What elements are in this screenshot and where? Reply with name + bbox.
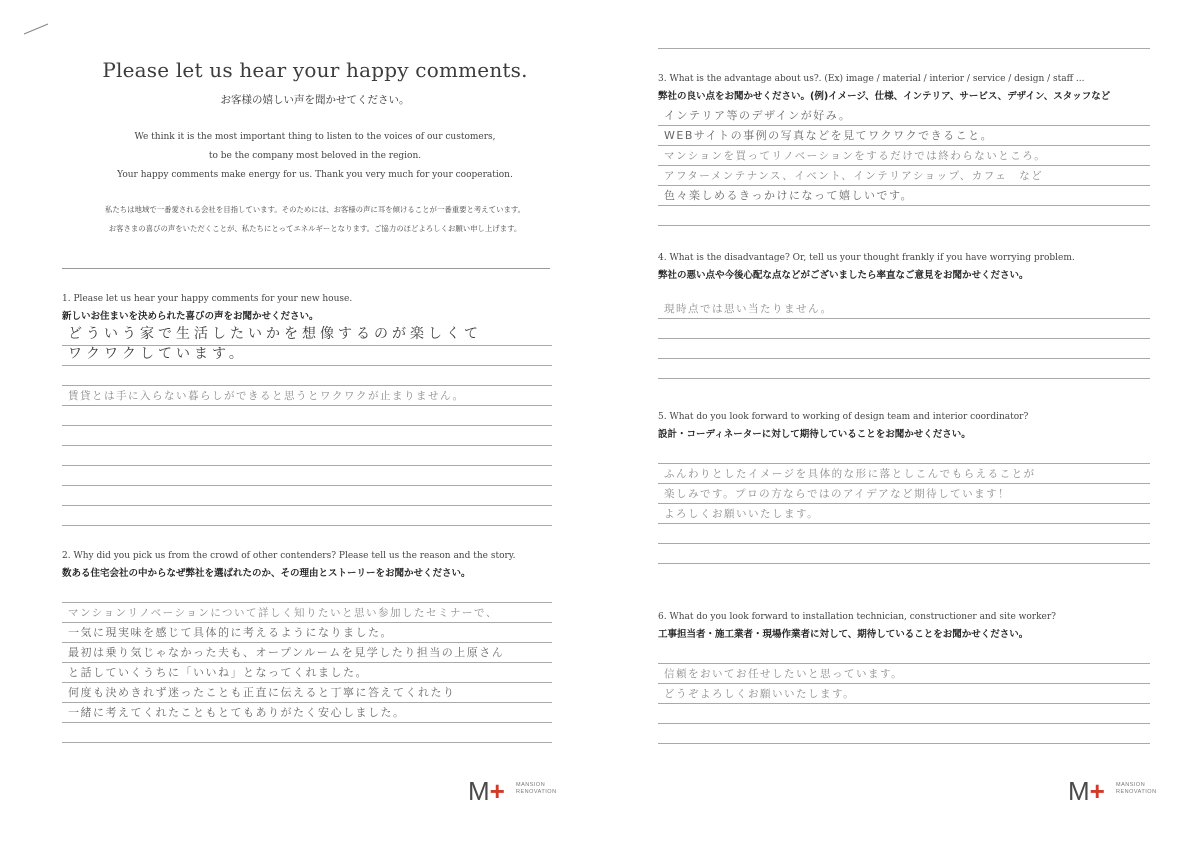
question-2-en: 2. Why did you pick us from the crowd of other contenders? Please tell us the reason and the story. xyxy=(62,551,516,561)
answer-line xyxy=(62,426,552,446)
answer-line xyxy=(62,683,552,703)
answer-text: 賃貸とは手に入らない暮らしができると思うとワクワクが止まりません。 xyxy=(68,390,465,402)
answer-line xyxy=(658,724,1150,744)
question-4 xyxy=(658,253,1150,379)
logo-plus-icon: + xyxy=(1089,776,1105,806)
answer-line xyxy=(658,664,1150,684)
answer-text: どうぞよろしくお願いいたします。 xyxy=(664,688,856,700)
answer-line xyxy=(62,386,552,406)
logo-line-1: MANSION xyxy=(516,782,546,788)
question-6-ja: 工事担当者・施工業者・現場作業者に対して、期待していることをお聞かせください。 xyxy=(658,629,1029,640)
answer-line xyxy=(658,339,1150,359)
answer-line xyxy=(658,484,1150,504)
question-3-en: 3. What is the advantage about us?. (Ex) image / material / interior / service / design / staff ... xyxy=(658,74,1085,84)
answer-text: ワクワクしています。 xyxy=(68,346,247,362)
question-3 xyxy=(658,74,1150,226)
answer-text: 最初は乗り気じゃなかった夫も、オープンルームを見学したり担当の上原さん xyxy=(68,646,505,659)
answer-line xyxy=(658,524,1150,544)
logo-line-1: MANSION xyxy=(1116,782,1146,788)
answer-line xyxy=(62,466,552,486)
question-4-en: 4. What is the disadvantage? Or, tell us your thought frankly if you have worrying problem. xyxy=(658,253,1075,263)
question-4-ja: 弊社の悪い点や今後心配な点などがございましたら率直なご意見をお聞かせください。 xyxy=(658,270,1029,281)
intro-ja-line: お客さまの喜びの声をいただくことが、私たちにとってエネルギーとなります。ご協力のほどよろしくお願い申し上げます。 xyxy=(108,224,522,233)
answer-line xyxy=(658,186,1150,206)
answer-lines-5 xyxy=(658,444,1150,564)
answer-line xyxy=(658,644,1150,664)
intro-en-line: We think it is the most important thing to listen to the voices of our customers, xyxy=(134,132,496,142)
top-divider xyxy=(658,48,1150,49)
answer-line xyxy=(658,166,1150,186)
question-3-ja: 弊社の良い点をお聞かせください。(例)イメージ、仕様、インテリア、サービス、デザイン、スタッフなど xyxy=(658,91,1111,102)
answer-text: 信頼をおいてお任せしたいと思っています。 xyxy=(664,668,904,680)
question-5-ja: 設計・コーディネーターに対して期待していることをお聞かせください。 xyxy=(658,429,971,440)
header-divider xyxy=(62,268,550,269)
answer-line xyxy=(658,544,1150,564)
answer-line xyxy=(62,723,552,743)
answer-line xyxy=(658,684,1150,704)
answer-lines-2 xyxy=(62,583,552,743)
answer-line xyxy=(658,146,1150,166)
question-6-en: 6. What do you look forward to installation technician, constructioner and site worker? xyxy=(658,612,1056,622)
answer-lines-3 xyxy=(658,106,1150,226)
answer-text: 一緒に考えてくれたこともとてもありがたく安心しました。 xyxy=(68,706,406,719)
answer-text: と話していくうちに「いいね」となってくれました。 xyxy=(68,666,368,679)
logo-letter: M xyxy=(1068,776,1090,806)
answer-text: 楽しみです。プロの方ならではのアイデアなど期待しています！ xyxy=(664,488,1011,500)
logo-mark xyxy=(1068,778,1105,804)
intro-en-line: Your happy comments make energy for us. Thank you very much for your cooperation. xyxy=(117,170,513,180)
answer-text: 一気に現実味を感じて具体的に考えるようになりました。 xyxy=(68,626,393,639)
intro-ja xyxy=(60,200,570,238)
answer-line xyxy=(658,359,1150,379)
question-5 xyxy=(658,412,1150,564)
logo-letter: M xyxy=(468,776,490,806)
question-5-en: 5. What do you look forward to working of design team and interior coordinator? xyxy=(658,412,1029,422)
page-subtitle-ja: お客様の嬉しい声を聞かせてください。 xyxy=(220,94,410,106)
answer-line xyxy=(62,486,552,506)
answer-lines-1 xyxy=(62,326,552,526)
answer-text: どういう家で生活したいかを想像するのが楽しくて xyxy=(68,326,482,342)
answer-text: 何度も決めきれず迷ったことも正直に伝えると丁寧に答えてくれたり xyxy=(68,686,456,699)
logo-line-2: RENOVATION xyxy=(1116,789,1157,795)
logo-wordmark xyxy=(516,782,557,796)
answer-line xyxy=(658,704,1150,724)
question-1-ja: 新しいお住まいを決められた喜びの声をお聞かせください。 xyxy=(62,311,319,322)
question-2 xyxy=(62,551,552,743)
question-1 xyxy=(62,294,552,526)
answer-line xyxy=(658,206,1150,226)
answer-line xyxy=(62,446,552,466)
answer-line xyxy=(62,663,552,683)
answer-lines-4 xyxy=(658,299,1150,379)
answer-text: マンションを買ってリノベーションをするだけでは終わらないところ。 xyxy=(664,150,1047,162)
answer-text: 色々楽しめるきっかけになって嬉しいです。 xyxy=(664,189,914,202)
answer-line xyxy=(658,444,1150,464)
answer-line xyxy=(62,643,552,663)
intro-ja-line: 私たちは地域で一番愛される会社を目指しています。そのためには、お客様の声に耳を傾けることが一番重要と考えています。 xyxy=(104,205,526,214)
company-logo xyxy=(1068,778,1158,808)
answer-lines-6 xyxy=(658,644,1150,744)
answer-line xyxy=(62,346,552,366)
answer-text: ふんわりとしたイメージを具体的な形に落としこんでもらえることが xyxy=(664,468,1036,480)
answer-line xyxy=(658,464,1150,484)
answer-line xyxy=(62,406,552,426)
logo-line-2: RENOVATION xyxy=(516,789,557,795)
answer-line xyxy=(658,504,1150,524)
intro-en-line: to be the company most beloved in the region. xyxy=(208,151,422,161)
answer-line xyxy=(658,319,1150,339)
logo-mark xyxy=(468,778,505,804)
answer-line xyxy=(62,603,552,623)
question-6 xyxy=(658,612,1150,744)
answer-line xyxy=(62,366,552,386)
question-1-en: 1. Please let us hear your happy comments for your new house. xyxy=(62,294,353,304)
answer-text: WEBサイトの事例の写真などを見てワクワクできること。 xyxy=(664,129,994,142)
answer-text: マンションリノベーションについて詳しく知りたいと思い参加したセミナーで、 xyxy=(68,607,498,619)
page-title: Please let us hear your happy comments. xyxy=(102,58,528,82)
answer-line xyxy=(658,126,1150,146)
answer-line xyxy=(62,623,552,643)
scan-mark-stroke xyxy=(22,22,50,36)
answer-text: よろしくお願いいたします。 xyxy=(664,508,820,520)
answer-line xyxy=(62,506,552,526)
answer-line xyxy=(658,299,1150,319)
logo-wordmark xyxy=(1116,782,1157,796)
company-logo xyxy=(468,778,558,808)
answer-text: インテリア等のデザインが好み。 xyxy=(664,109,852,122)
answer-text: 現時点では思い当たりません。 xyxy=(664,303,833,315)
answer-line xyxy=(62,583,552,603)
answer-line xyxy=(62,703,552,723)
question-2-ja: 数ある住宅会社の中からなぜ弊社を選ばれたのか、その理由とストーリーをお聞かせください。 xyxy=(62,568,471,579)
right-page xyxy=(600,0,1200,849)
answer-text: アフターメンテナンス、イベント、インテリアショップ、カフェ など xyxy=(664,170,1044,182)
intro-en xyxy=(60,128,570,185)
logo-plus-icon: + xyxy=(489,776,505,806)
answer-line xyxy=(658,106,1150,126)
